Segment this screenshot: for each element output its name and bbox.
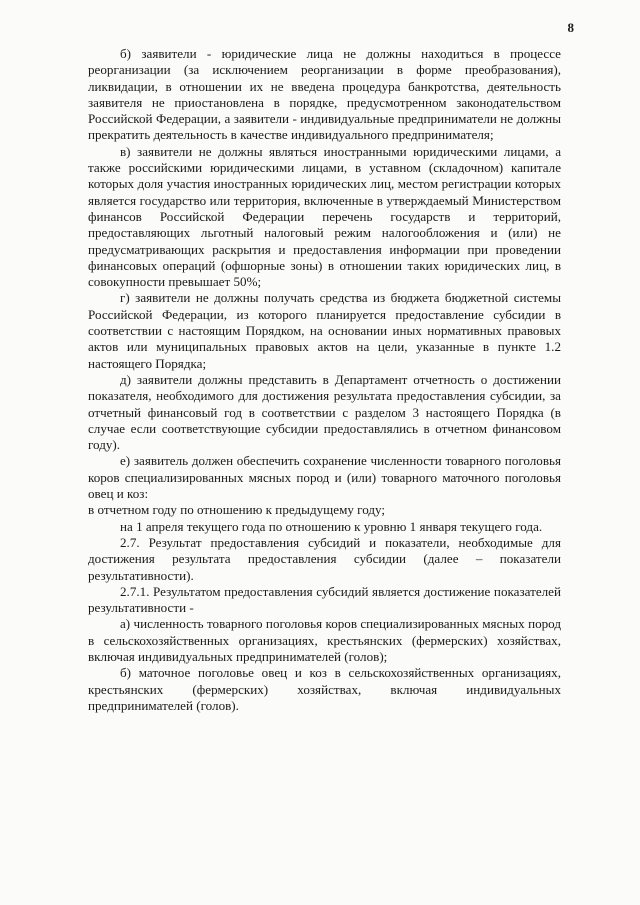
paragraph-v-foreign-entities: в) заявители не должны являться иностранными юридическими лицами, а также российскими юридическими лицами, в уставном (складочном) капитале которых доля участия иностранных юридических лиц, местом регистрации которых является государство или территория, включенные в утверждаемый Министерством финансов Российской Федерации перечень государств и территорий, предоставляющих льготный налоговый режим налогообложения и (или) не предусматривающих раскрытия и предоставления информации при проведении финансовых операций (офшорные зоны) в отношении таких юридических лиц, в совокупности превышает 50%; <box>88 143 561 290</box>
paragraph-g-budget-funds: г) заявители не должны получать средства из бюджета бюджетной системы Российской Федерации, из которого планируется предоставление субсидии в соответствии с настоящим Порядком, на основании иных нормативных правовых актов или муниципальных правовых актов на цели, указанные в пункте 1.2 настоящего Порядка; <box>88 290 561 371</box>
paragraph-b-legal-entities-status: б) заявители - юридические лица не должны находиться в процессе реорганизации (за исключением реорганизации в форме преобразования), ликвидации, в отношении их не введена процедура банкротства, деятельность заявителя не приостановлена в порядке, предусмотренном законодательством Российской Федерации, а заявители - индивидуальные предприниматели не должны прекратить деятельность в качестве индивидуального предпринимателя; <box>88 46 561 143</box>
paragraph-e-livestock-preservation: е) заявитель должен обеспечить сохранение численности товарного поголовья коров специализированных мясных пород и (или) товарного маточного поголовья овец и коз: <box>88 453 561 502</box>
document-body <box>88 46 561 714</box>
paragraph-reporting-year: в отчетном году по отношению к предыдущему году; <box>88 502 386 518</box>
paragraph-april-first: на 1 апреля текущего года по отношению к уровню 1 января текущего года. <box>120 518 543 534</box>
paragraph-b-sheep-goats: б) маточное поголовье овец и коз в сельскохозяйственных организациях, крестьянских (фермерских) хозяйствах, включая индивидуальных предпринимателей (голов). <box>88 665 561 713</box>
paragraph-2-7-results: 2.7. Результат предоставления субсидий и показатели, необходимые для достижения результата предоставления субсидии (далее – показатели результативности). <box>88 534 561 583</box>
paragraph-2-7-1-results-indicators: 2.7.1. Результатом предоставления субсидий является достижение показателей результативности - <box>88 583 561 616</box>
page-number: 8 <box>567 20 574 35</box>
paragraph-d-reporting: д) заявители должны представить в Департамент отчетность о достижении показателя, необходимого для достижения результата предоставления субсидии, за отчетный финансовый год в соответствии с разделом 3 настоящего Порядка (в случае если соответствующие субсидии предоставлялись в отчетном финансовом году). <box>88 371 561 453</box>
paragraph-a-cattle-count: а) численность товарного поголовья коров специализированных мясных пород в сельскохозяйственных организациях, крестьянских (фермерских) хозяйствах, включая индивидуальных предпринимателей (голов); <box>88 616 561 664</box>
